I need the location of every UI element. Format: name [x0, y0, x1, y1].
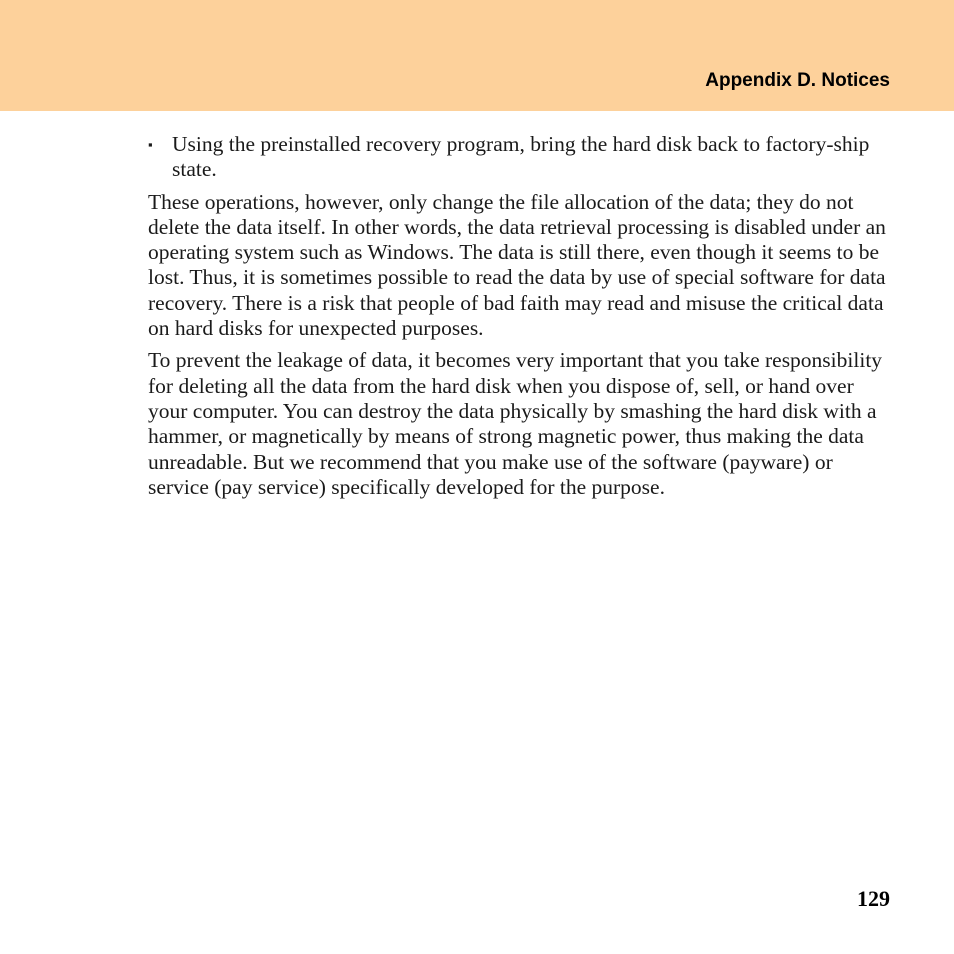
paragraph: To prevent the leakage of data, it becomes very important that you take responsibility for deleting all the data from the hard disk when you dispose of, sell, or hand over your computer. You can destroy the data physically by smashing the hard disk with a hammer, or magnetically by means of strong magnetic power, thus making the data unreadable. But we recommend that you make use of the software (payware) or service (pay service) specifically developed for the purpose.: [148, 348, 883, 499]
page-content: [148, 132, 890, 507]
list-item: [148, 132, 890, 183]
list-item-text: Using the preinstalled recovery program, bring the hard disk back to factory-ship state.: [172, 132, 870, 182]
page-number: 129: [857, 886, 890, 911]
square-bullet-icon: ▪: [148, 137, 153, 152]
section-title: Appendix D. Notices: [705, 70, 890, 91]
header-band: [0, 0, 954, 111]
paragraph: These operations, however, only change the file allocation of the data; they do not delete the data itself. In other words, the data retrieval processing is disabled under an operating system such as Windows. The data is still there, even though it seems to be lost. Thus, it is sometimes possible to read the data by use of special software for data recovery. There is a risk that people of bad faith may read and misuse the critical data on hard disks for unexpected purposes.: [148, 189, 886, 341]
